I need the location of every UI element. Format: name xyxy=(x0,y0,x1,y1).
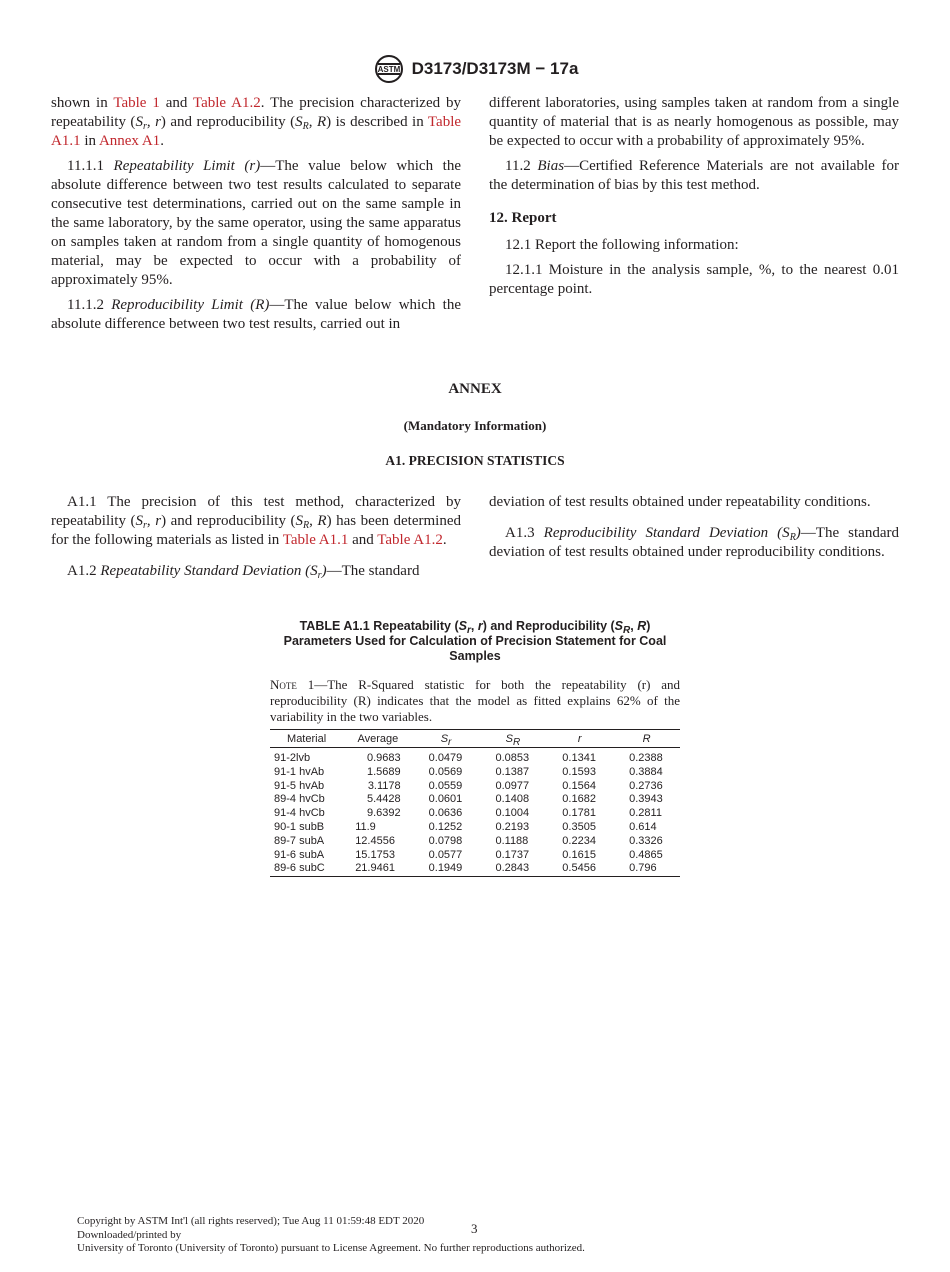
table-row xyxy=(270,821,680,835)
annex-left-column xyxy=(51,493,461,587)
cell-R: 0.2736 xyxy=(629,779,663,792)
cell-R: 0.3884 xyxy=(629,765,663,778)
section-heading-report: 12. Report xyxy=(489,210,557,226)
footer-license: University of Toronto (University of Toronto) pursuant to License Agreement. No further reproductions authorized. xyxy=(77,1242,585,1254)
precision-table xyxy=(270,729,680,877)
table-row xyxy=(270,862,680,876)
cell-SR: 0.2193 xyxy=(495,820,530,833)
annex-right-column xyxy=(489,493,899,568)
table-row xyxy=(270,835,680,849)
logo-text: ASTM xyxy=(377,65,400,74)
annex-title: ANNEX xyxy=(448,381,502,397)
table-row xyxy=(270,793,680,807)
table-row xyxy=(270,807,680,821)
paragraph-12-1-1: 12.1.1 Moisture in the analysis sample, %, to the nearest 0.01 percentage point. xyxy=(489,262,899,297)
table-note: Note 1—The R-Squared statistic for both the repeatability (r) and reproducibility (R) indicates that the model as fitted explains 62% of the variability in the two variables. xyxy=(270,677,680,724)
annex-section-title: A1. PRECISION STATISTICS xyxy=(385,453,565,468)
cell-average: 21.9461 xyxy=(355,862,395,875)
cell-R: 0.2811 xyxy=(629,807,662,820)
cell-average: 12.4556 xyxy=(355,834,395,847)
cell-average: 9.6392 xyxy=(366,807,401,820)
cell-average: 3.1178 xyxy=(367,779,401,792)
table-row xyxy=(270,849,680,863)
page-number: 3 xyxy=(471,1221,478,1236)
cell-R: 0.2388 xyxy=(629,752,663,764)
cell-R: 0.4865 xyxy=(629,848,663,861)
cell-material: 91-2lvb xyxy=(274,752,311,764)
cell-average: 5.4428 xyxy=(366,793,401,806)
cell-r: 0.1341 xyxy=(562,752,596,764)
cell-sr: 0.0569 xyxy=(428,765,463,778)
header-SR: $S_R$ xyxy=(505,733,521,748)
cell-material: 89-4 hvCb xyxy=(274,793,325,806)
cell-average: 0.9683 xyxy=(366,752,401,764)
page-footer xyxy=(77,1215,585,1256)
cell-SR: 0.2843 xyxy=(495,862,530,875)
header-average: Average xyxy=(357,733,399,745)
paragraph-a1-2-continued: deviation of test results obtained under repeatability conditions. xyxy=(489,494,871,510)
cell-sr: 0.1949 xyxy=(428,862,463,875)
footer-downloaded: Downloaded/printed by xyxy=(77,1228,182,1241)
cell-sr: 0.0559 xyxy=(428,779,463,792)
precision-table-block xyxy=(270,619,680,877)
link-table-1[interactable]: Table 1 xyxy=(113,95,160,111)
paragraph-11-1-2: 11.1.2 Reproducibility Limit (R)—The value below which the absolute difference between two test results, carried out in xyxy=(51,297,461,332)
link-table-a1-2[interactable]: Table A1.2 xyxy=(377,532,443,548)
cell-r: 0.2234 xyxy=(562,834,596,847)
paragraph-11-1-1: 11.1.1 Repeatability Limit (r)—The value below which the absolute difference between two test results calculated to separate consecutive test determinations, carried out on the same sample in the same laboratory, by the same operator, using the same apparatus on samples taken at random from a single quantity of homogenous material, may be expected to occur with a probability of approximately 95%. xyxy=(51,158,461,288)
cell-SR: 0.1188 xyxy=(495,834,529,847)
cell-SR: 0.1737 xyxy=(495,848,530,861)
annex-subtitle: (Mandatory Information) xyxy=(403,418,547,433)
paragraph-11-1-continued: shown in Table 1 and Table A1.2. The precision characterized by repeatability ($S_r$, r) and reproducibility ($S_R$, R) is described in Table A1.1 in Annex A1. xyxy=(51,95,462,149)
table-title: TABLE A1.1 Repeatability ($S_r$, r) and Reproducibility ($S_R$, R) Parameters Used for Calculation of Precision Statement for Coal Samples xyxy=(283,619,667,663)
cell-material: 91-4 hvCb xyxy=(274,807,325,820)
cell-average: 11.9 xyxy=(355,820,376,833)
cell-R: 0.614 xyxy=(629,820,657,833)
cell-material: 91-1 hvAb xyxy=(274,765,325,778)
cell-material: 89-7 subA xyxy=(274,834,325,847)
standard-designation: D3173/D3173M − 17a xyxy=(411,59,579,78)
cell-r: 0.1781 xyxy=(562,807,596,820)
page-header xyxy=(0,54,950,89)
cell-sr: 0.0798 xyxy=(428,834,463,847)
link-table-a1-2[interactable]: Table A1.2 xyxy=(192,95,261,111)
paragraph-a1-3: A1.3 Reproducibility Standard Deviation $(S_R)—The$ standard deviation of test results obtained under reproducibility conditions. xyxy=(489,525,899,560)
cell-sr: 0.1252 xyxy=(428,820,463,833)
cell-SR: 0.1387 xyxy=(495,765,530,778)
cell-r: 0.1593 xyxy=(562,765,596,778)
cell-R: 0.3326 xyxy=(629,834,663,847)
paragraph-11-2: 11.2 Bias—Certified Reference Materials are not available for the determination of bias by this test method. xyxy=(489,158,900,193)
cell-r: 0.1615 xyxy=(562,848,596,861)
header-R: R xyxy=(642,733,651,745)
paragraph-a1-2: A1.2 Repeatability Standard Deviation $(S_r)—The$ standard xyxy=(67,563,420,581)
table-row xyxy=(270,748,680,766)
cell-R: 0.3943 xyxy=(629,793,663,806)
cell-SR: 0.0853 xyxy=(495,752,530,764)
header-sr: $S_r$ xyxy=(440,733,452,748)
link-table-a1-1[interactable]: Table A1.1 xyxy=(51,114,462,149)
cell-r: 0.1564 xyxy=(562,779,596,792)
table-row xyxy=(270,780,680,794)
link-annex-a1[interactable]: Annex A1 xyxy=(98,133,161,149)
cell-SR: 0.1408 xyxy=(495,793,530,806)
left-column xyxy=(51,94,461,340)
cell-sr: 0.0479 xyxy=(428,752,463,764)
cell-material: 91-5 hvAb xyxy=(274,779,325,792)
astm-logo-icon xyxy=(372,54,406,84)
cell-average: 15.1753 xyxy=(355,848,395,861)
link-table-a1-1[interactable]: Table A1.1 xyxy=(282,532,349,548)
header-r: r xyxy=(577,733,582,745)
cell-sr: 0.0601 xyxy=(428,793,463,806)
header-material: Material xyxy=(287,733,327,745)
cell-material: 91-6 subA xyxy=(274,848,325,861)
right-column xyxy=(489,94,899,305)
table-header-row xyxy=(270,730,680,748)
cell-r: 0.3505 xyxy=(562,820,596,833)
footer-copyright: Copyright by ASTM Int'l (all rights reserved); Tue Aug 11 01:59:48 EDT 2020 xyxy=(77,1215,425,1227)
table-row xyxy=(270,766,680,780)
cell-SR: 0.1004 xyxy=(495,807,530,820)
cell-r: 0.5456 xyxy=(562,862,596,875)
paragraph-12-1: 12.1 Report the following information: xyxy=(505,237,739,253)
cell-material: 90-1 subB xyxy=(274,820,325,833)
cell-average: 1.5689 xyxy=(366,765,401,778)
cell-r: 0.1682 xyxy=(562,793,596,806)
cell-material: 89-6 subC xyxy=(274,862,325,875)
cell-sr: 0.0577 xyxy=(428,848,463,861)
paragraph-a1-1: A1.1 The precision of this test method, characterized by repeatability ($S_r$, r) and reproducibility ($S_R$, R) has been determined for the following materials as listed in Table A1.1 and Table A1.2. xyxy=(51,494,461,548)
cell-sr: 0.0636 xyxy=(428,807,463,820)
cell-R: 0.796 xyxy=(629,862,657,875)
cell-SR: 0.0977 xyxy=(495,779,530,792)
paragraph-11-1-2-continued: different laboratories, using samples taken at random from a single quantity of material that is as nearly homogenous as possible, may be expected to occur with a probability of approximately 95%. xyxy=(489,95,899,149)
